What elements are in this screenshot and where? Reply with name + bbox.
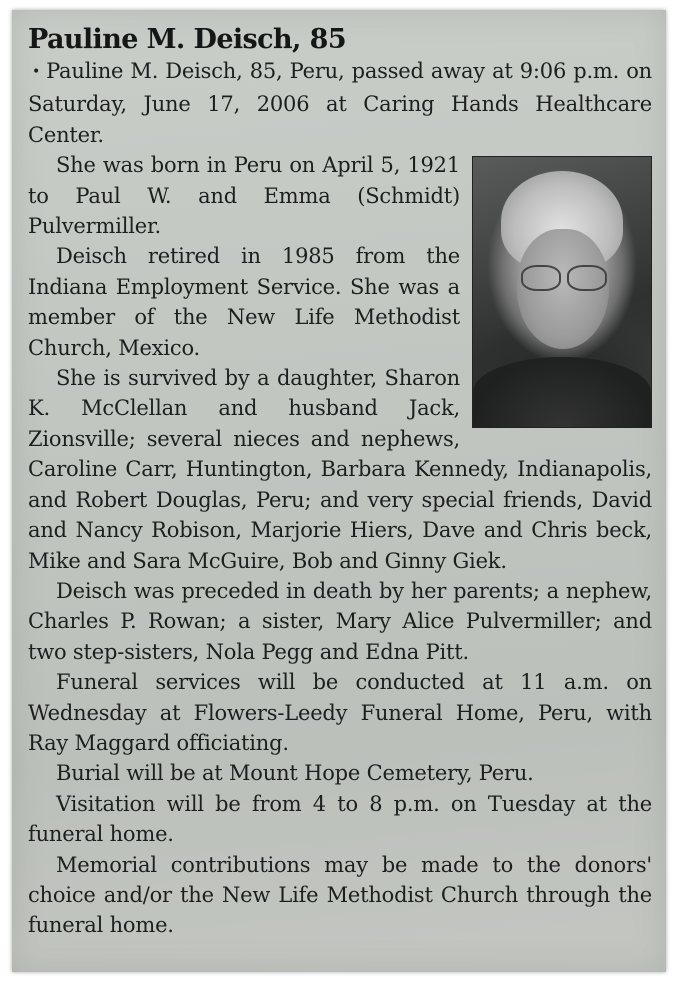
obituary-paragraph-3: Deisch retired in 1985 from the Indiana Employment Service. She was a member of the New Life Methodist Church, Mexico. (28, 244, 460, 360)
obituary-paragraph-9: Memorial contributions may be made to the donors' choice and/or the New Life Methodist Church through the funeral home. (28, 852, 652, 938)
portrait-photo (472, 156, 652, 428)
obituary-paragraph-8: Visitation will be from 4 to 8 p.m. on Tuesday at the funeral home. (28, 791, 652, 847)
obituary-paragraph-7: Burial will be at Mount Hope Cemetery, Peru. (56, 761, 534, 786)
obituary-paragraph-1 (28, 56, 652, 150)
obituary-paragraph-5: Deisch was preceded in death by her parents; a nephew, Charles P. Rowan; a sister, Mary Alice Pulvermiller; and two step-sisters, Nola Pegg and Edna Pitt. (28, 578, 652, 664)
obituary-paragraph-2: She was born in Peru on April 5, 1921 to Paul W. and Emma (Schmidt) Pulvermiller. (28, 153, 460, 239)
obituary-article (28, 24, 652, 941)
newspaper-clipping (12, 10, 666, 972)
paragraph-text: Pauline M. Deisch, 85, Peru, passed away at 9:06 p.m. on Saturday, June 17, 2006 at Caring Hands Healthcare Center. (28, 59, 652, 147)
obituary-paragraph-6: Funeral services will be conducted at 11 a.m. on Wednesday at Flowers-Leedy Funeral Home, Peru, with Ray Maggard officiating. (28, 670, 652, 755)
obituary-paragraph-4: She is survived by a daughter, Sharon K. McClellan and husband Jack, Zionsville; several nieces and nephews, Caroline Carr, Huntington, Barbara Kennedy, Indianapolis, and Robert Douglas, Peru; and very special friends, David and Nancy Robison, Marjorie Hiers, Dave and Chris beck, Mike and Sara McGuire, Bob and Ginny Giek. (28, 366, 652, 573)
obituary-headline: Pauline M. Deisch, 85 (28, 24, 347, 55)
bullet-icon: • (32, 64, 41, 80)
